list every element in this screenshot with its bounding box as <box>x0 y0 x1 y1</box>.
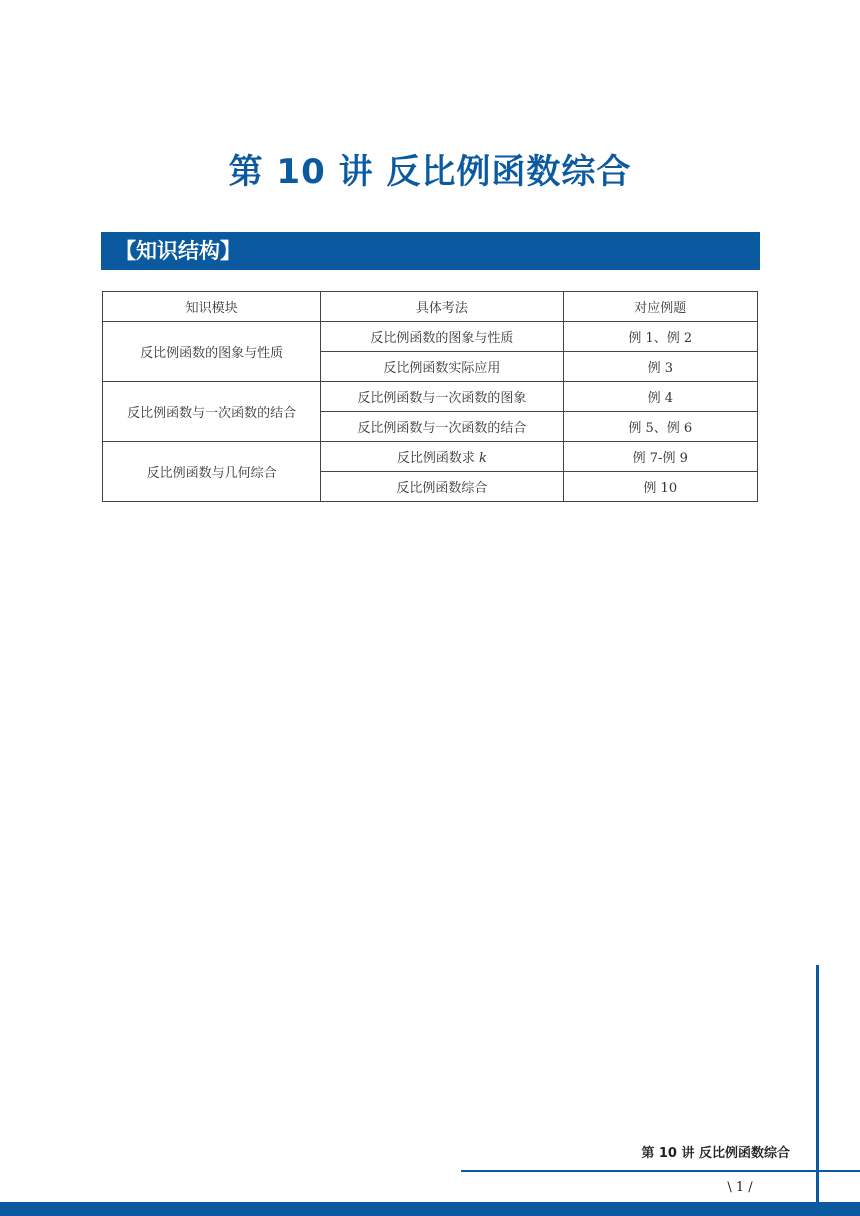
method-text: 反比例函数求 <box>396 451 480 466</box>
method-cell <box>321 442 563 472</box>
variable-k: k <box>479 451 487 466</box>
header-module: 知识模块 <box>103 292 321 322</box>
page-number: \ 1 / <box>727 1180 753 1195</box>
method-cell: 反比例函数与一次函数的结合 <box>321 412 563 442</box>
method-cell: 反比例函数的图象与性质 <box>321 322 563 352</box>
module-cell: 反比例函数与一次函数的结合 <box>103 382 321 442</box>
table-row <box>103 442 758 472</box>
examples-cell: 例 5、例 6 <box>563 412 757 442</box>
method-cell: 反比例函数实际应用 <box>321 352 563 382</box>
page-title: 第 10 讲 反比例函数综合 <box>228 152 632 192</box>
examples-cell: 例 4 <box>563 382 757 412</box>
table-row <box>103 322 758 352</box>
table-row <box>103 382 758 412</box>
knowledge-structure-table <box>102 291 758 502</box>
module-cell: 反比例函数的图象与性质 <box>103 322 321 382</box>
footer-title: 第 10 讲 反比例函数综合 <box>641 1146 790 1161</box>
examples-cell: 例 10 <box>563 472 757 502</box>
module-cell: 反比例函数与几何综合 <box>103 442 321 502</box>
method-cell: 反比例函数与一次函数的图象 <box>321 382 563 412</box>
section-header-knowledge-structure: 【知识结构】 <box>101 232 760 270</box>
header-examples: 对应例题 <box>563 292 757 322</box>
examples-cell: 例 3 <box>563 352 757 382</box>
method-cell: 反比例函数综合 <box>321 472 563 502</box>
right-margin-line <box>816 965 819 1205</box>
footer-divider <box>461 1170 860 1172</box>
table-header-row <box>103 292 758 322</box>
examples-cell: 例 1、例 2 <box>563 322 757 352</box>
header-method: 具体考法 <box>321 292 563 322</box>
bottom-bar <box>0 1202 860 1216</box>
examples-cell: 例 7-例 9 <box>563 442 757 472</box>
